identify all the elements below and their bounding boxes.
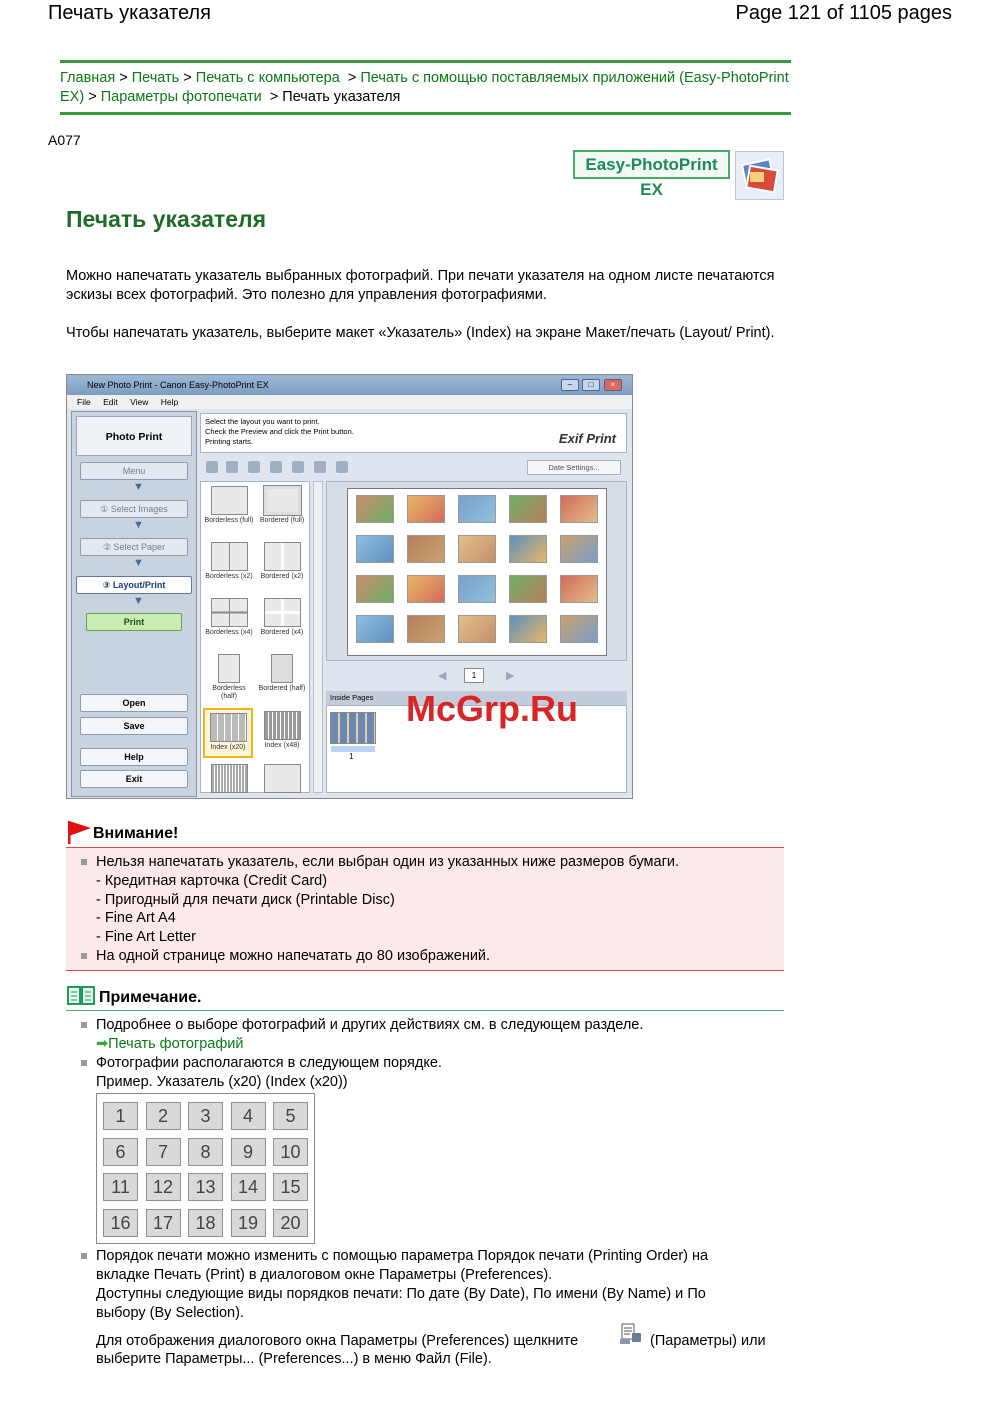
paste-icon[interactable] <box>226 461 238 473</box>
warning-subitem: - Fine Art Letter <box>96 929 196 945</box>
breadcrumb <box>60 60 791 115</box>
preview-photo <box>356 575 394 603</box>
preview-photo <box>407 575 445 603</box>
page-title: Печать указателя <box>66 206 267 232</box>
select-paper-button[interactable]: ② Select Paper <box>80 538 188 556</box>
thumbnail-page-number: 1 <box>349 752 354 761</box>
rotate-icon[interactable] <box>292 461 304 473</box>
breadcrumb-current: Печать указателя <box>282 89 401 105</box>
breadcrumb-home[interactable]: Главная <box>60 70 116 86</box>
page-navigator <box>326 665 627 689</box>
note-item-line: Порядок печати можно изменить с помощью параметра Порядок печати (Printing Order) на <box>96 1248 709 1264</box>
index-order-grid <box>96 1093 315 1244</box>
menu-help[interactable]: Help <box>160 397 179 407</box>
breadcrumb-separator: > <box>88 89 97 105</box>
layout-borderless-full[interactable]: Borderless (full) <box>204 486 254 525</box>
menu-file[interactable]: File <box>77 397 91 407</box>
warning-item: Нельзя напечатать указатель, если выбран один из указанных ниже размеров бумаги. <box>96 854 679 870</box>
arrow-right-icon: ➡ <box>96 1036 109 1052</box>
warning-body <box>66 848 784 971</box>
menu-step-button[interactable]: Menu <box>80 462 188 480</box>
preview-photo <box>560 495 598 523</box>
preview-photo <box>356 615 394 643</box>
menu-edit[interactable]: Edit <box>103 397 118 407</box>
index-order-cell: 5 <box>273 1102 308 1130</box>
bullet-icon <box>81 1060 87 1066</box>
index-order-cell: 19 <box>231 1209 266 1237</box>
doc-code: A077 <box>48 132 81 148</box>
edit-icon[interactable] <box>314 461 326 473</box>
breadcrumb-separator: > <box>269 89 279 105</box>
layout-index-x20[interactable]: Index (x20) <box>203 708 253 758</box>
prev-page-icon[interactable]: ◀ <box>438 670 447 682</box>
left-panel <box>71 411 197 797</box>
note-item-line: вкладке Печать (Print) в диалоговом окне Параметры (Preferences). <box>96 1267 553 1283</box>
preview-photo <box>407 535 445 563</box>
preview-area <box>326 481 627 661</box>
book-icon <box>67 985 95 1006</box>
preferences-icon <box>619 1323 645 1345</box>
preview-photo <box>509 575 547 603</box>
bullet-icon <box>81 953 87 959</box>
note-item-line: выберите Параметры... (Preferences...) в меню Файл (File). <box>96 1351 492 1367</box>
index-order-cell: 10 <box>273 1138 308 1166</box>
close-icon[interactable]: × <box>604 379 622 391</box>
app-screenshot <box>66 374 633 799</box>
intro-paragraph-2: Чтобы напечатать указатель, выберите макет «Указатель» (Index) на экране Макет/печать (Layout/ Print). <box>66 325 775 341</box>
arrow-down-icon: ▼ <box>133 595 144 607</box>
index-order-cell: 12 <box>146 1173 181 1201</box>
note-item-line: (Параметры) или <box>650 1333 766 1349</box>
note-example: Пример. Указатель (x20) (Index (x20)) <box>96 1074 348 1090</box>
index-order-cell: 18 <box>188 1209 223 1237</box>
warning-subitem: - Fine Art A4 <box>96 910 176 926</box>
bullet-icon <box>81 1253 87 1259</box>
breadcrumb-print-from-computer[interactable]: Печать с компьютера <box>195 70 340 86</box>
note-link-row <box>96 1035 243 1054</box>
date-settings-button[interactable]: Date Settings... <box>527 460 621 475</box>
preview-photo <box>407 495 445 523</box>
instruction-line: Check the Preview and click the Print button. <box>205 427 354 436</box>
minimize-icon[interactable]: – <box>561 379 579 391</box>
page-thumbnail[interactable] <box>330 712 376 744</box>
note-item-line: Доступны следующие виды порядков печати: По дате (By Date), По имени (By Name) и По <box>96 1286 706 1302</box>
instruction-line: Printing starts. <box>205 437 253 446</box>
index-order-cell: 14 <box>231 1173 266 1201</box>
menu-bar <box>67 395 632 409</box>
layout-extra-1[interactable] <box>204 764 254 795</box>
open-button[interactable]: Open <box>80 694 188 712</box>
bullet-icon <box>81 859 87 865</box>
warning-title: Внимание! <box>93 825 179 842</box>
instructions-box <box>200 413 627 453</box>
note-item: Фотографии располагаются в следующем порядке. <box>96 1055 442 1071</box>
breadcrumb-separator: > <box>119 70 128 86</box>
preview-photo <box>458 495 496 523</box>
exif-print-logo: Exif Print <box>558 431 616 446</box>
preview-photo <box>458 615 496 643</box>
easy-photoprint-logo: Easy-PhotoPrint EX <box>573 150 730 179</box>
index-order-cell: 3 <box>188 1102 223 1130</box>
warning-item: На одной странице можно напечатать до 80 изображений. <box>96 948 491 964</box>
index-order-cell: 7 <box>146 1138 181 1166</box>
photo-stack-icon <box>735 151 784 200</box>
layout-bordered-full[interactable]: Bordered (full) <box>257 486 307 525</box>
panel-title: Photo Print <box>76 416 192 456</box>
index-order-cell: 1 <box>103 1102 138 1130</box>
layout-bordered-half[interactable]: Bordered (half) <box>257 654 307 693</box>
index-order-cell: 2 <box>146 1102 181 1130</box>
index-order-cell: 11 <box>103 1173 138 1201</box>
arrow-down-icon: ▼ <box>133 557 144 569</box>
preview-photo <box>560 615 598 643</box>
page-number: 1 <box>464 668 484 683</box>
index-order-cell: 6 <box>103 1138 138 1166</box>
note-item-line: выбору (By Selection). <box>96 1305 244 1321</box>
layout-borderless-x4[interactable]: Borderless (x4) <box>204 598 254 637</box>
preview-sheet <box>347 488 607 656</box>
preview-photo <box>407 615 445 643</box>
page-counter: Page 121 of 1105 pages <box>735 2 952 24</box>
layout-print-button[interactable]: ③ Layout/Print <box>76 576 192 594</box>
warning-subitem: - Пригодный для печати диск (Printable Disc) <box>96 892 395 908</box>
breadcrumb-print[interactable]: Печать <box>131 70 180 86</box>
preview-photo <box>560 575 598 603</box>
layout-bordered-x4[interactable]: Bordered (x4) <box>257 598 307 637</box>
preview-photo <box>356 495 394 523</box>
layout-bordered-x2[interactable]: Bordered (x2) <box>257 542 307 581</box>
menu-view[interactable]: View <box>130 397 149 407</box>
note-item-line: Для отображения диалогового окна Параметры (Preferences) щелкните <box>96 1333 579 1349</box>
note-item: Подробнее о выборе фотографий и других действиях см. в следующем разделе. <box>96 1017 644 1033</box>
warning-subitem: - Кредитная карточка (Credit Card) <box>96 873 328 889</box>
bullet-icon <box>81 1022 87 1028</box>
arrow-down-icon: ▼ <box>133 519 144 531</box>
note-header <box>66 984 784 1011</box>
print-photos-link[interactable]: Печать фотографий <box>108 1036 244 1052</box>
index-order-cell: 15 <box>273 1173 308 1201</box>
note-title: Примечание. <box>99 989 202 1006</box>
breadcrumb-separator: > <box>183 70 192 86</box>
index-order-cell: 8 <box>188 1138 223 1166</box>
layout-index-x48[interactable]: Index (x48) <box>257 711 307 750</box>
preview-photo <box>509 535 547 563</box>
header-title: Печать указателя <box>48 2 211 24</box>
inside-pages-label: Inside Pages <box>326 691 627 705</box>
preview-photo <box>560 535 598 563</box>
print-button[interactable]: Print <box>86 613 182 631</box>
next-page-icon[interactable]: ▶ <box>506 670 515 682</box>
layout-borderless-half[interactable]: Borderless (half) <box>204 654 254 701</box>
breadcrumb-separator: > <box>347 70 357 86</box>
breadcrumb-photo-print-settings[interactable]: Параметры фотопечати <box>100 89 262 105</box>
index-order-cell: 13 <box>188 1173 223 1201</box>
window-title: New Photo Print - Canon Easy-PhotoPrint EX <box>67 375 632 395</box>
index-order-cell: 17 <box>146 1209 181 1237</box>
select-images-button[interactable]: ① Select Images <box>80 500 188 518</box>
exit-button[interactable]: Exit <box>80 770 188 788</box>
layout-borderless-x2[interactable]: Borderless (x2) <box>204 542 254 581</box>
arrow-down-icon: ▼ <box>133 481 144 493</box>
preview-photo <box>356 535 394 563</box>
correct-icon[interactable] <box>270 461 282 473</box>
red-flag-icon <box>67 819 93 845</box>
index-order-cell: 16 <box>103 1209 138 1237</box>
warning-header <box>66 818 784 848</box>
watermark: McGrp.Ru <box>406 688 579 729</box>
preview-photo <box>509 615 547 643</box>
crop-icon[interactable] <box>248 461 260 473</box>
preview-photo <box>458 535 496 563</box>
preferences-icon[interactable] <box>336 461 348 473</box>
preview-photo <box>458 575 496 603</box>
maximize-icon[interactable]: □ <box>582 379 600 391</box>
breadcrumb-easy-photoprint[interactable]: Печать с помощью поставляемых приложений (Easy-PhotoPrint EX) <box>60 70 789 105</box>
preview-photo <box>509 495 547 523</box>
index-order-cell: 9 <box>231 1138 266 1166</box>
help-button[interactable]: Help <box>80 748 188 766</box>
layout-extra-2[interactable] <box>257 764 307 795</box>
instruction-line: Select the layout you want to print. <box>205 417 320 426</box>
copy-icon[interactable] <box>206 461 218 473</box>
index-order-cell: 4 <box>231 1102 266 1130</box>
intro-paragraph-1: Можно напечатать указатель выбранных фотографий. При печати указателя на одном листе печатаются эскизы всех фотографий. Это полезно для управления фотографиями. <box>66 268 775 303</box>
layout-scrollbar[interactable] <box>313 481 323 793</box>
save-button[interactable]: Save <box>80 717 188 735</box>
index-order-cell: 20 <box>273 1209 308 1237</box>
toolbar <box>200 457 627 479</box>
layout-list <box>200 481 310 793</box>
